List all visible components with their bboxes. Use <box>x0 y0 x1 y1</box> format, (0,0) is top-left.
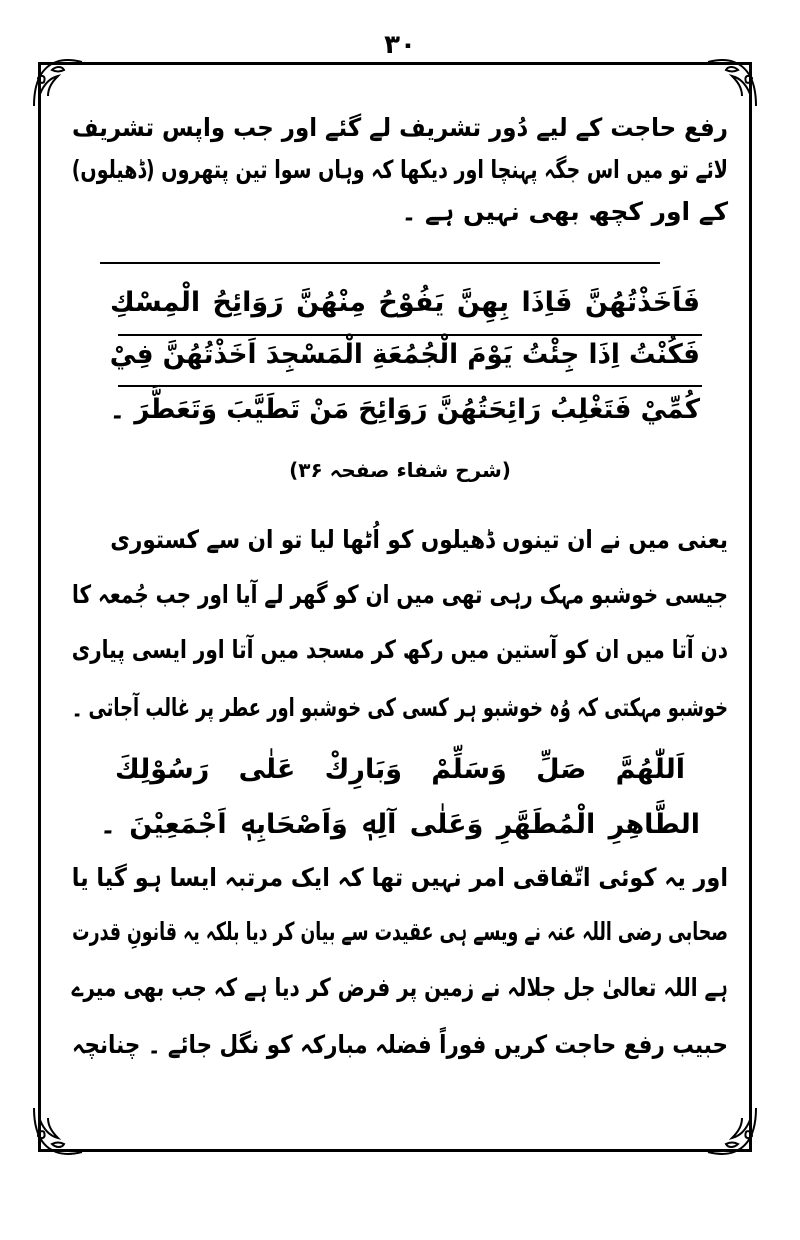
corner-ornament-top-left-icon <box>30 54 86 110</box>
arabic-quote-line: فَاَخَذْتُهُنَّ فَاِذَا بِهِنَّ يَفُوْحُ مِنْهُنَّ رَوَائِحُ الْمِسْكِ <box>110 287 700 318</box>
corner-ornament-bottom-right-icon <box>704 1104 760 1160</box>
page-number: ۳۰ <box>384 30 416 60</box>
corner-ornament-bottom-left-icon <box>30 1104 86 1160</box>
durood-line: الطَّاهِرِ الْمُطَهَّرِ وَعَلٰى آلِهٖ وَاَصْحَابِهٖ اَجْمَعِيْنَ ۔ <box>100 809 700 840</box>
text-line: کے اور کچھ بھی نہیں ہے ۔ <box>401 197 728 226</box>
citation: (شرح شفاء صفحہ ۳۶) <box>289 458 511 482</box>
text-line: یعنی میں نے ان تینوں ڈھیلوں کو اُٹھا لیا تو ان سے کستوری <box>110 525 729 554</box>
separator-line <box>100 262 660 264</box>
corner-ornament-top-right-icon <box>704 54 760 110</box>
durood-line: اَللّٰهُمَّ صَلِّ وَسَلِّمْ وَبَارِكْ عَلٰى رَسُوْلِكَ <box>115 754 685 785</box>
text-line: دن آتا میں ان کو آستین میں رکھ کر مسجد میں آتا اور ایسی پیاری <box>71 635 728 664</box>
text-line: خوشبو مہکتی کہ وُہ خوشبو ہر کسی کی خوشبو اور عطر پر غالب آجاتی ۔ <box>71 693 728 722</box>
text-line: ہے اللہ تعالیٰ جل جلالہ نے زمین پر فرض کر دیا ہے کہ جب بھی میرے <box>71 973 728 1002</box>
arabic-quote-line: كُمِّيْ فَتَغْلِبُ رَائِحَتُهُنَّ رَوَائِحَ مَنْ تَطَيَّبَ وَتَعَطَّرَ ۔ <box>109 394 701 425</box>
text-line: رفع حاجت کے لیے دُور تشریف لے گئے اور جب واپس تشریف <box>72 113 729 142</box>
text-line: جیسی خوشبو مہک رہی تھی میں ان کو گھر لے آیا اور جب جُمعہ کا <box>72 580 728 609</box>
text-line: حبیب رفع حاجت کریں فوراً فضلہ مبارکہ کو نگل جائے ۔ چنانچہ <box>71 1030 729 1059</box>
quote-overline <box>118 385 702 387</box>
text-line: اور یہ کوئی اتّفاقی امر نہیں تھا کہ ایک مرتبہ ایسا ہو گیا یا <box>71 863 729 892</box>
arabic-quote-line: فَكُنْتُ اِذَا جِئْتُ يَوْمَ الْجُمُعَةِ الْمَسْجِدَ اَخَذْتُهُنَّ فِيْ <box>109 339 701 370</box>
text-line: صحابی رضی اللہ عنہ نے ویسے ہی عقیدت سے بیان کر دیا بلکہ یہ قانونِ قدرت <box>72 917 728 946</box>
text-line: لائے تو میں اس جگہ پہنچا اور دیکھا کہ وہاں سوا تین پتھروں (ڈھیلوں) <box>71 155 729 184</box>
